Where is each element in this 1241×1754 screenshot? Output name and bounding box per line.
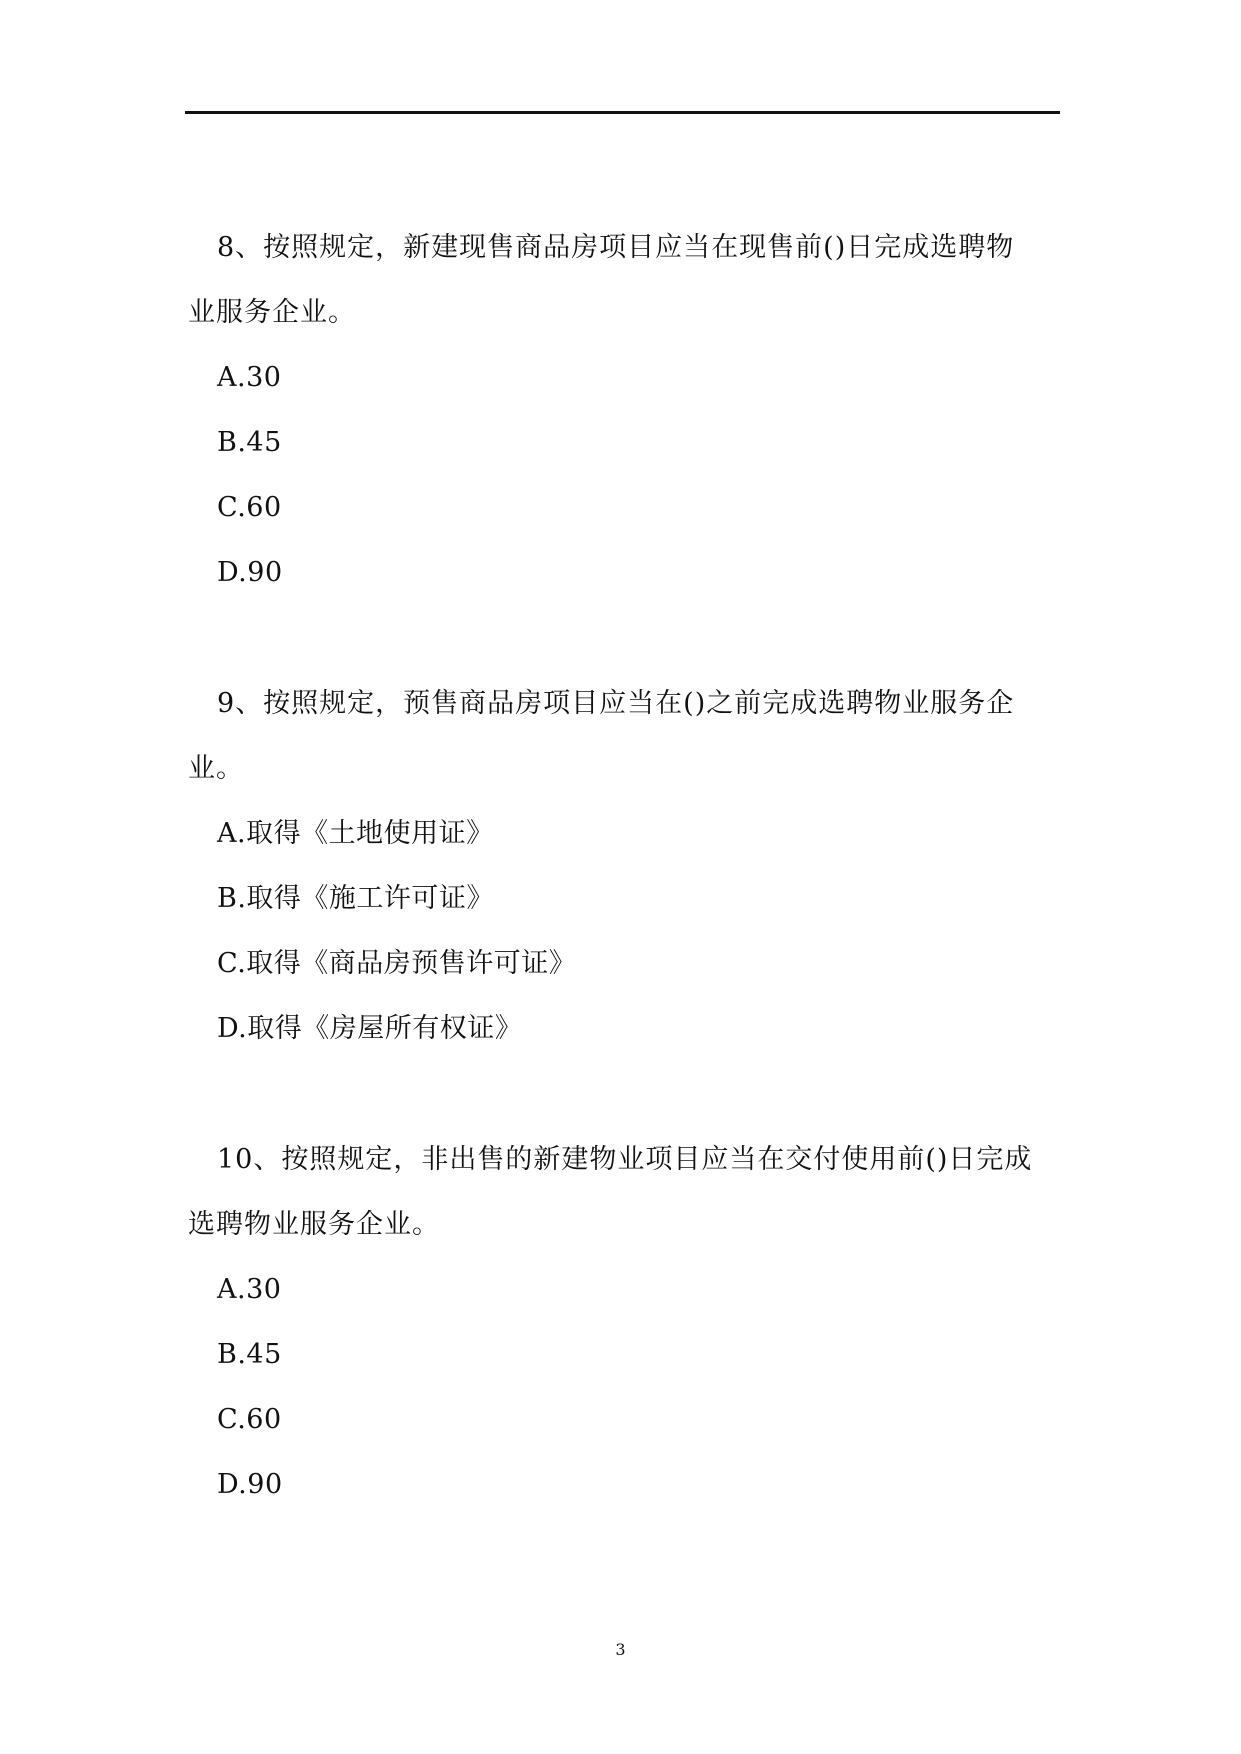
question-9-option-a: A.取得《土地使用证》	[217, 818, 494, 849]
question-8-text-line-2: 业服务企业。	[188, 297, 356, 328]
question-8-option-c: C.60	[217, 492, 282, 523]
question-8-text-line-1: 8、按照规定，新建现售商品房项目应当在现售前()日完成选聘物	[217, 232, 1015, 263]
question-9-text-line-2: 业。	[188, 753, 244, 784]
question-9-option-d: D.取得《房屋所有权证》	[217, 1013, 523, 1044]
question-9-option-c: C.取得《商品房预售许可证》	[217, 948, 577, 979]
question-10-text-line-2: 选聘物业服务企业。	[188, 1209, 440, 1240]
question-10-option-b: B.45	[217, 1339, 282, 1370]
question-8-option-d: D.90	[217, 557, 283, 588]
question-10-option-d: D.90	[217, 1469, 283, 1500]
question-9-text-line-1: 9、按照规定，预售商品房项目应当在()之前完成选聘物业服务企	[217, 688, 1015, 719]
question-10-option-a: A.30	[217, 1274, 282, 1305]
question-8-option-a: A.30	[217, 362, 282, 393]
question-10-option-c: C.60	[217, 1404, 282, 1435]
page-number: 3	[615, 1640, 626, 1659]
header-rule	[185, 111, 1060, 114]
question-8-option-b: B.45	[217, 427, 282, 458]
question-10-text-line-1: 10、按照规定，非出售的新建物业项目应当在交付使用前()日完成	[217, 1144, 1033, 1175]
question-9-option-b: B.取得《施工许可证》	[217, 883, 494, 914]
